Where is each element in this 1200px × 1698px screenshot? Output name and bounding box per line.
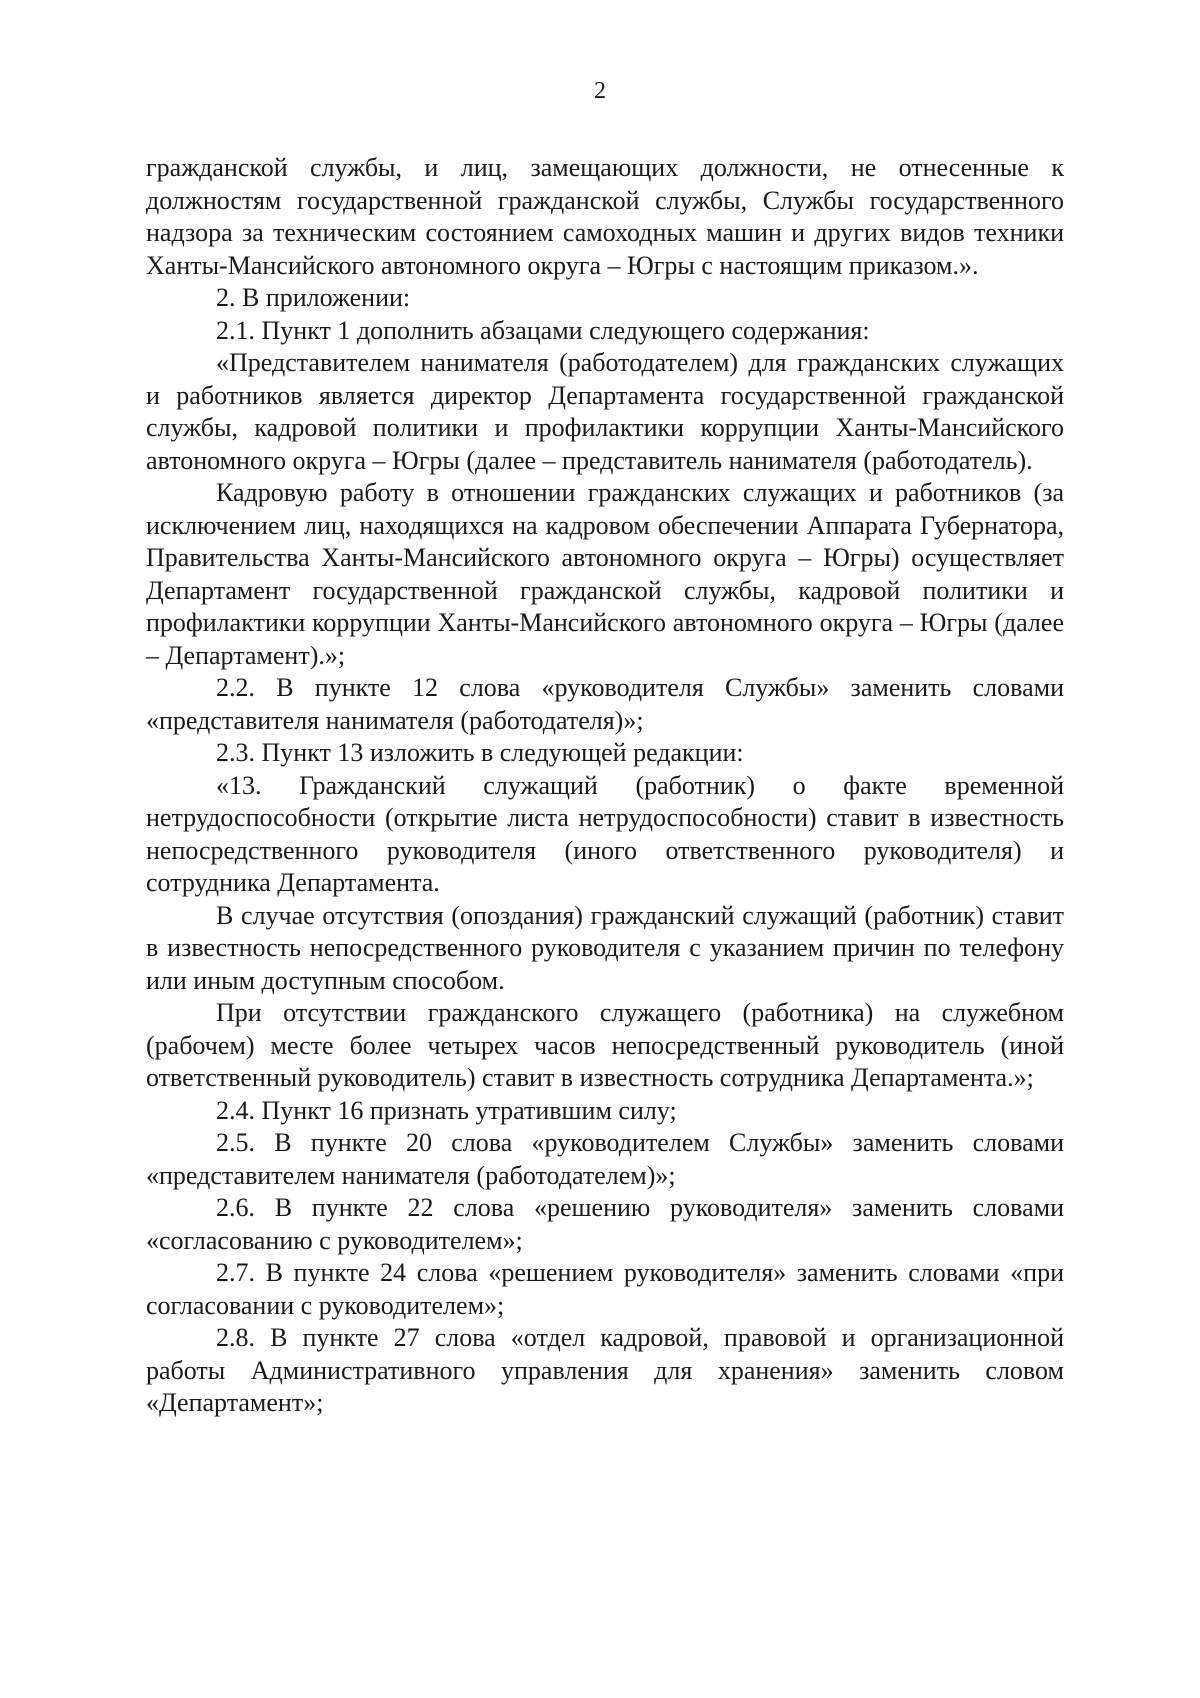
paragraph-2: 2. В приложении: bbox=[216, 283, 411, 312]
paragraph-11: 2.4. Пункт 16 признать утратившим силу; bbox=[216, 1095, 677, 1125]
paragraph-8: «13. Гражданский служащий (работник) о факте временной нетрудоспособности (открытие листа нетрудоспособности) ставит в известность непосредственного руководителя (иного ответственного руководителя) и сотрудника Департамента. bbox=[146, 770, 1064, 897]
paragraph-10: При отсутствии гражданского служащего (работника) на служебном (рабочем) месте более четырех часов непосредственный руководитель (иной ответственный руководитель) ставит в известность сотрудника Департамента.»; bbox=[146, 998, 1064, 1092]
paragraph-4: «Представителем нанимателя (работодателем) для гражданских служащих и работников является директор Департамента государственной гражданской службы, кадровой политики и профилактики коррупции Ханты-Мансийского автономного округа – Югры (далее – представитель нанимателя (работодатель). bbox=[146, 348, 1064, 475]
paragraph-5: Кадровую работу в отношении гражданских служащих и работников (за исключением лиц, находящихся на кадровом обеспечении Аппарата Губернатора, Правительства Ханты-Мансийского автономного округа – Югры) осуществляет Департамент государственной гражданской службы, кадровой политики и профилактики коррупции Ханты-Мансийского автономного округа – Югры (далее – Департамент).»; bbox=[146, 478, 1064, 670]
paragraph-12: 2.5. В пункте 20 слова «руководителем Службы» заменить словами «представителем нанимателя (работодателем)»; bbox=[146, 1128, 1064, 1190]
paragraph-14: 2.7. В пункте 24 слова «решением руководителя» заменить словами «при согласовании с руководителем»; bbox=[146, 1258, 1064, 1320]
paragraph-13: 2.6. В пункте 22 слова «решению руководителя» заменить словами «согласованию с руководителем»; bbox=[146, 1193, 1064, 1255]
document-body bbox=[146, 152, 1064, 1420]
paragraph-3: 2.1. Пункт 1 дополнить абзацами следующего содержания: bbox=[216, 315, 870, 345]
paragraph-6: 2.2. В пункте 12 слова «руководителя Службы» заменить словами «представителя нанимателя (работодателя)»; bbox=[146, 673, 1064, 735]
paragraph-1: гражданской службы, и лиц, замещающих должности, не отнесенные к должностям государственной гражданской службы, Службы государственного надзора за техническим состоянием самоходных машин и других видов техники Ханты-Мансийского автономного округа – Югры с настоящим приказом.». bbox=[146, 153, 1064, 280]
paragraph-9: В случае отсутствия (опоздания) гражданский служащий (работник) ставит в известность непосредственного руководителя с указанием причин по телефону или иным доступным способом. bbox=[146, 900, 1064, 995]
paragraph-15: 2.8. В пункте 27 слова «отдел кадровой, правовой и организационной работы Административного управления для хранения» заменить словом «Департамент»; bbox=[146, 1323, 1064, 1417]
page-number: 2 bbox=[594, 78, 606, 104]
paragraph-7: 2.3. Пункт 13 изложить в следующей редакции: bbox=[216, 738, 744, 767]
